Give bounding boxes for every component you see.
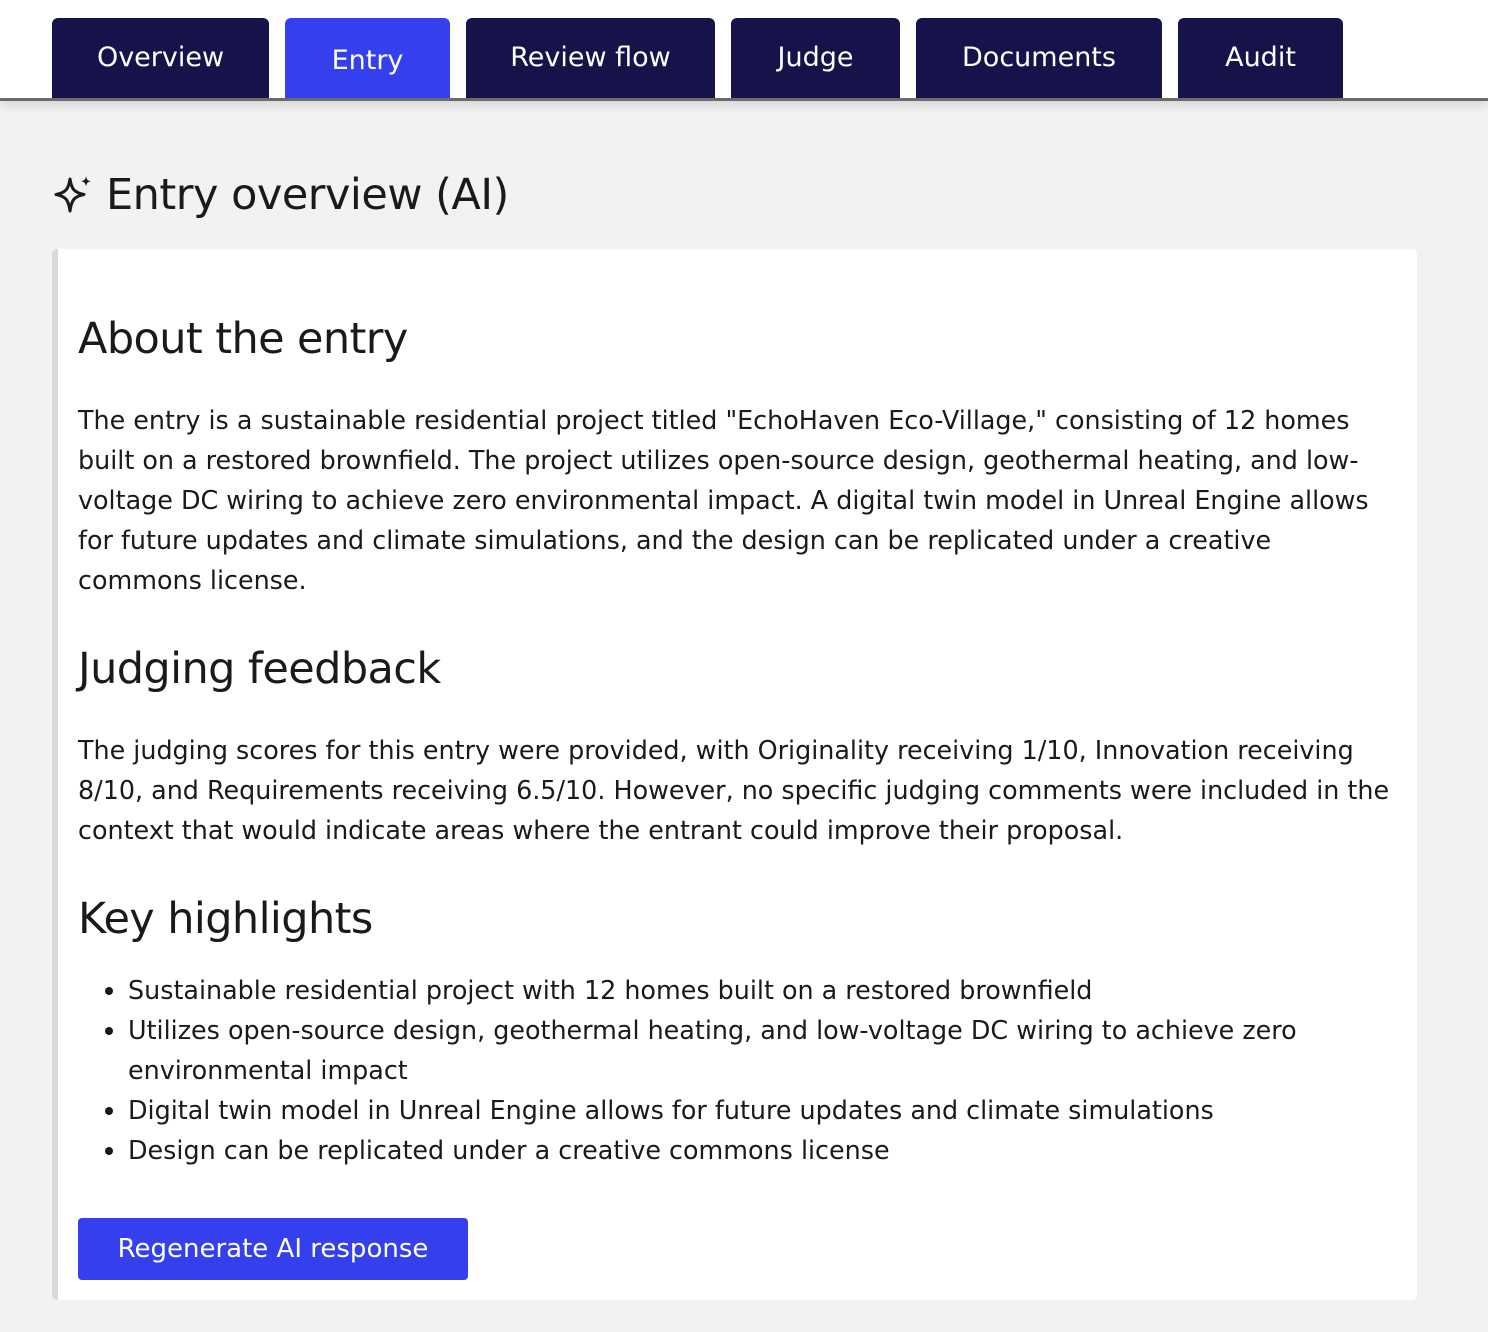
tab-judge[interactable]: Judge — [731, 18, 900, 98]
list-item: • Digital twin model in Unreal Engine allows for future updates and climate simulations — [128, 1090, 1428, 1130]
ai-overview-card — [52, 249, 1417, 1300]
tab-documents[interactable]: Documents — [916, 18, 1162, 98]
about-heading: About the entry — [78, 314, 408, 364]
list-item: • Utilizes open-source design, geothermal heating, and low-voltage DC wiring to achieve zero environmental impact — [128, 1010, 1428, 1090]
highlights-list — [78, 970, 1428, 1170]
list-item: • Design can be replicated under a creative commons license — [128, 1130, 1428, 1170]
about-text: The entry is a sustainable residential project titled "EchoHaven Eco-Village," consisting of 12 homes built on a restored brownfield. The project utilizes open-source design, geothermal heating, and low-voltage DC wiring to achieve zero environmental impact. A digital twin model in Unreal Engine allows for future updates and climate simulations, and the design can be replicated under a creative commons license. — [78, 405, 1369, 595]
tab-bar — [0, 0, 1488, 101]
regenerate-ai-button[interactable]: Regenerate AI response — [78, 1218, 468, 1280]
tab-overview[interactable]: Overview — [52, 18, 269, 98]
page-title: Entry overview (AI) — [106, 170, 509, 220]
page-title-row — [52, 165, 509, 225]
tab-review-flow[interactable]: Review flow — [466, 18, 715, 98]
feedback-text: The judging scores for this entry were provided, with Originality receiving 1/10, Innovation receiving 8/10, and Requirements receiving 6.5/10. However, no specific judging comments were included in the context that would indicate areas where the entrant could improve their proposal. — [78, 735, 1390, 845]
sparkle-icon — [52, 173, 96, 217]
highlights-heading: Key highlights — [78, 894, 373, 944]
feedback-heading: Judging feedback — [78, 644, 441, 694]
tab-audit[interactable]: Audit — [1178, 18, 1343, 98]
tab-entry[interactable]: Entry — [285, 18, 450, 98]
list-item: • Sustainable residential project with 12 homes built on a restored brownfield — [128, 970, 1428, 1010]
